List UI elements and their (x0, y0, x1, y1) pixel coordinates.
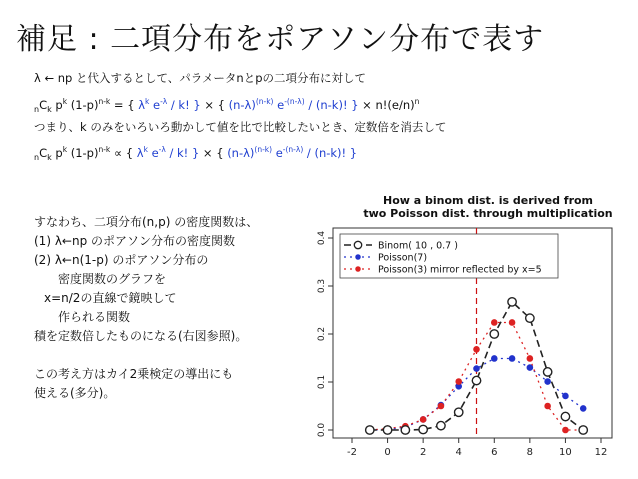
formula-n: n (34, 105, 40, 114)
legend-marker (354, 241, 361, 248)
data-point (543, 368, 551, 376)
formula2-n: n (34, 153, 40, 162)
formula-tail: × n!(e/n) (358, 98, 415, 112)
formula2-p: p (51, 146, 63, 160)
formula2-b: (n-λ) (227, 146, 255, 160)
data-point (545, 379, 550, 384)
x-tick-label: 4 (455, 447, 462, 458)
formula-nk: n-k (98, 97, 111, 106)
data-point (492, 356, 497, 361)
formula-tailsup: n (414, 97, 420, 106)
y-tick-label: 0.4 (317, 230, 327, 246)
formula2-c: C (39, 146, 48, 160)
explanation-line: この考え方はカイ2乗検定の導出にも (34, 367, 234, 381)
data-point (455, 408, 463, 416)
formula-ml: -λ (160, 97, 168, 106)
formula-b2: / (n-k)! } (304, 98, 359, 112)
y-tick-label: 0.2 (317, 326, 327, 342)
formula2-bsup: (n-k) (254, 145, 273, 154)
formula2-e2: e (272, 146, 283, 160)
data-point (563, 393, 568, 398)
text-line-3: つまり、k のみをいろいろ動かして値を比で比較したいとき、定数倍を消去して (34, 120, 447, 134)
legend-label: Binom( 10 , 0.7 ) (378, 240, 458, 252)
legend-label: Poisson(7) (378, 252, 428, 264)
data-point (419, 425, 427, 433)
data-point (474, 366, 479, 371)
formula-bexp: -(n-λ) (284, 97, 305, 106)
slide-title: 補足 : 二項分布をポアソン分布で表す (16, 22, 545, 57)
formula-eq: = { (110, 98, 139, 112)
formula2-ml: -λ (158, 145, 166, 154)
data-point (383, 426, 391, 434)
formula2-nk: n-k (98, 145, 111, 154)
explanation-line: (2) λ←n(1-p) のポアソン分布の (34, 253, 209, 267)
data-point (579, 426, 587, 434)
x-tick-label: 12 (594, 447, 608, 458)
data-point (474, 347, 479, 352)
explanation-line: x=n/2の直線で鏡映して (44, 291, 177, 305)
formula-p: p (51, 98, 63, 112)
text-line-1: λ ← np と代入するとして、パラメータnとpの二項分布に対して (34, 71, 367, 85)
x-tick-label: 6 (491, 447, 498, 458)
formula2-q: (1-p) (67, 146, 99, 160)
data-point (437, 421, 445, 429)
formula-q: (1-p) (67, 98, 99, 112)
data-point (456, 379, 461, 384)
x-tick-label: 10 (559, 447, 572, 458)
x-tick-label: -2 (347, 447, 357, 458)
chart-title-line-2: two Poisson dist. through multiplication (363, 207, 613, 220)
formula-k: k (47, 105, 52, 114)
legend-marker (356, 255, 360, 259)
formula2-pk: k (62, 145, 68, 154)
legend-marker (356, 267, 360, 271)
data-point (509, 356, 514, 361)
data-point (509, 320, 514, 325)
formula-e2: e (273, 98, 285, 112)
formula-fac: / k! } (167, 98, 201, 112)
data-point (527, 356, 532, 361)
formula2-prop: ∝ { (110, 146, 137, 160)
formula-lambda: λ (138, 98, 146, 112)
data-point (492, 320, 497, 325)
formula2-e: e (147, 146, 159, 160)
formula2-times: × { (199, 146, 228, 160)
y-tick-label: 0.0 (317, 422, 327, 438)
formula-e: e (149, 98, 161, 112)
data-point (526, 314, 534, 322)
formula-bsup: (n-k) (255, 97, 274, 106)
formula-b: (n-λ) (228, 98, 256, 112)
data-point (472, 376, 480, 384)
explanation-line: 密度関数のグラフを (58, 272, 167, 286)
formula-times: × { (200, 98, 229, 112)
data-point (366, 426, 374, 434)
explanation-line: すなわち、二項分布(n,p) の密度関数は、 (34, 215, 259, 229)
formula2-fac: / k! } (165, 146, 200, 160)
data-point (438, 403, 443, 408)
formula2-lk: k (143, 145, 148, 154)
data-point (490, 330, 498, 338)
x-tick-label: 2 (419, 447, 427, 458)
data-point (421, 417, 426, 422)
formula2-bexp: -(n-λ) (282, 145, 304, 154)
y-tick-label: 0.1 (317, 374, 327, 390)
formula2-k: k (47, 153, 52, 162)
y-tick-label: 0.3 (317, 278, 327, 294)
explanation-line: 作られる関数 (58, 310, 131, 324)
data-point (527, 365, 532, 370)
data-point (563, 427, 568, 432)
x-tick-label: 8 (526, 447, 534, 458)
legend-label: Poisson(3) mirror reflected by x=5 (378, 264, 542, 276)
explanation-line: 使える(多分)。 (34, 386, 116, 400)
formula-pk: k (62, 97, 68, 106)
data-point (508, 298, 516, 306)
x-tick-label: 0 (384, 447, 391, 458)
formula-lk: k (145, 97, 150, 106)
formula2-b2: / (n-k)! } (303, 146, 358, 160)
chart-title-line-1: How a binom dist. is derived from (382, 194, 594, 207)
data-point (581, 406, 586, 411)
data-point (561, 412, 569, 420)
formula-c: C (39, 98, 48, 112)
explanation-line: 積を定数倍したものになる(右図参照)。 (34, 329, 248, 343)
data-point (545, 403, 550, 408)
formula2-lambda: λ (136, 146, 144, 160)
explanation-line: (1) λ←np のポアソン分布の密度関数 (34, 234, 236, 248)
data-point (401, 426, 409, 434)
